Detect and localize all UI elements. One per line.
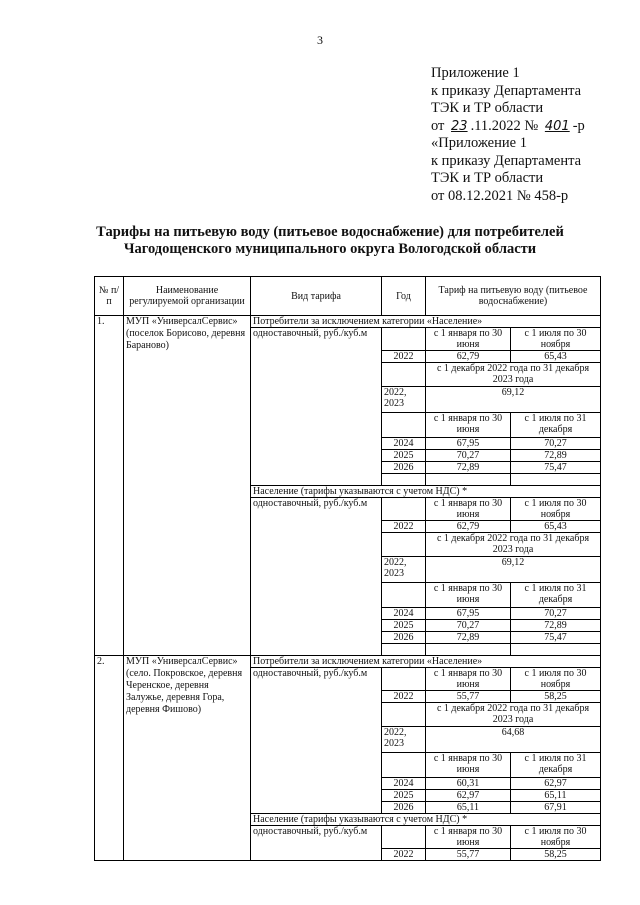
tariff-value: 70,27 <box>426 620 511 632</box>
header-mid: .11.2022 № <box>470 117 539 134</box>
org-number: 2. <box>95 656 124 861</box>
tariff-value: 72,89 <box>511 450 601 462</box>
year-cell: 2022, 2023 <box>382 557 426 583</box>
period-header: с 1 января по 30 июня <box>426 498 511 521</box>
period-header: с 1 июля по 30 ноября <box>511 498 601 521</box>
category-label: Потребители за исключением категории «Население» <box>251 656 601 668</box>
year-cell: 2022 <box>382 691 426 703</box>
year-cell <box>382 474 426 486</box>
period-header: с 1 июля по 31 декабря <box>511 753 601 778</box>
handwritten-order-number: 401 <box>544 118 570 134</box>
tariff-value: 70,27 <box>511 608 601 620</box>
year-cell: 2025 <box>382 620 426 632</box>
tariff-value: 58,25 <box>511 849 601 861</box>
empty-cell <box>426 644 511 656</box>
year-cell: 2022 <box>382 849 426 861</box>
period-header: с 1 января по 30 июня <box>426 328 511 351</box>
tariff-type: одноставочный, руб./куб.м <box>251 328 382 486</box>
year-cell: 2026 <box>382 462 426 474</box>
tariff-value: 75,47 <box>511 462 601 474</box>
table-header-row <box>95 277 601 316</box>
tariff-value: 62,97 <box>511 778 601 790</box>
year-cell <box>382 413 426 438</box>
year-cell <box>382 328 426 351</box>
year-cell <box>382 644 426 656</box>
org-name: МУП «УниверсалСервис» (село. Покровское, деревня Черенское, деревня Залужье, деревня Гора, деревня Фишово) <box>124 656 251 861</box>
year-cell <box>382 703 426 727</box>
col-header-year: Год <box>382 277 426 316</box>
tariff-type: одноставочный, руб./куб.м <box>251 668 382 814</box>
tariff-type: одноставочный, руб./куб.м <box>251 498 382 656</box>
tariff-value: 72,89 <box>426 462 511 474</box>
header-order-line <box>431 118 585 136</box>
period-header: с 1 января по 30 июня <box>426 583 511 608</box>
tariff-value: 60,31 <box>426 778 511 790</box>
year-cell <box>382 533 426 557</box>
period-header: с 1 января по 30 июня <box>426 826 511 849</box>
empty-cell <box>511 474 601 486</box>
tariff-value: 75,47 <box>511 632 601 644</box>
year-cell <box>382 583 426 608</box>
header-line: Приложение 1 <box>431 65 520 81</box>
org-name: МУП «УниверсалСервис» (поселок Борисово, деревня Бараново) <box>124 316 251 656</box>
tariff-value: 65,11 <box>511 790 601 802</box>
year-cell: 2024 <box>382 438 426 450</box>
tariff-value: 62,97 <box>426 790 511 802</box>
tariff-value: 64,68 <box>426 727 601 753</box>
page-number: 3 <box>317 33 323 47</box>
year-cell: 2022 <box>382 351 426 363</box>
period-header: с 1 июля по 30 ноября <box>511 826 601 849</box>
period-header-merged: с 1 декабря 2022 года по 31 декабря 2023 года <box>426 533 601 557</box>
empty-cell <box>511 644 601 656</box>
tariff-value: 70,27 <box>426 450 511 462</box>
tariff-value: 62,79 <box>426 351 511 363</box>
year-cell: 2022, 2023 <box>382 727 426 753</box>
tariff-value: 58,25 <box>511 691 601 703</box>
tariff-value: 67,95 <box>426 608 511 620</box>
col-header-tariff: Тариф на питьевую воду (питьевое водоснабжение) <box>426 277 601 316</box>
header-line: ТЭК и ТР области <box>431 100 544 116</box>
title-line: Чагодощенского муниципального округа Вологодской области <box>123 241 537 257</box>
tariff-value: 65,11 <box>426 802 511 814</box>
header-line: ТЭК и ТР области <box>431 170 544 186</box>
header-prefix: от <box>431 117 445 134</box>
header-line: «Приложение 1 <box>431 135 527 151</box>
year-cell <box>382 826 426 849</box>
empty-cell <box>426 474 511 486</box>
tariff-value: 72,89 <box>426 632 511 644</box>
title-line: Тарифы на питьевую воду (питьевое водоснабжение) для потребителей <box>96 224 564 240</box>
year-cell <box>382 668 426 691</box>
tariff-value: 69,12 <box>426 387 601 413</box>
col-header-type: Вид тарифа <box>251 277 382 316</box>
col-header-num: № п/п <box>95 277 124 316</box>
year-cell: 2024 <box>382 608 426 620</box>
table-row <box>95 656 601 668</box>
period-header: с 1 июля по 31 декабря <box>511 583 601 608</box>
tariff-table <box>94 276 601 861</box>
tariff-value: 55,77 <box>426 849 511 861</box>
tariff-type: одноставочный, руб./куб.м <box>251 826 382 861</box>
tariff-value: 72,89 <box>511 620 601 632</box>
category-label: Потребители за исключением категории «Население» <box>251 316 601 328</box>
period-header: с 1 января по 30 июня <box>426 413 511 438</box>
document-title <box>40 224 620 258</box>
handwritten-day: 23 <box>451 118 468 134</box>
header-suffix: -р <box>572 117 585 134</box>
category-label: Население (тарифы указываются с учетом НДС) * <box>251 814 601 826</box>
tariff-value: 67,95 <box>426 438 511 450</box>
header-line: к приказу Департамента <box>431 82 582 99</box>
year-cell: 2025 <box>382 790 426 802</box>
tariff-value: 67,91 <box>511 802 601 814</box>
col-header-org: Наименование регулируемой организации <box>124 277 251 316</box>
tariff-value: 62,79 <box>426 521 511 533</box>
year-cell: 2022 <box>382 521 426 533</box>
tariff-value: 69,12 <box>426 557 601 583</box>
year-cell <box>382 753 426 778</box>
year-cell: 2026 <box>382 802 426 814</box>
period-header-merged: с 1 декабря 2022 года по 31 декабря 2023 года <box>426 363 601 387</box>
year-cell: 2024 <box>382 778 426 790</box>
period-header-merged: с 1 декабря 2022 года по 31 декабря 2023 года <box>426 703 601 727</box>
tariff-value: 70,27 <box>511 438 601 450</box>
period-header: с 1 июля по 30 ноября <box>511 668 601 691</box>
header-line: к приказу Департамента <box>431 152 582 169</box>
header-line: от 08.12.2021 № 458-р <box>431 187 569 204</box>
org-number: 1. <box>95 316 124 656</box>
table-row <box>95 316 601 328</box>
year-cell: 2025 <box>382 450 426 462</box>
tariff-value: 65,43 <box>511 351 601 363</box>
tariff-value: 65,43 <box>511 521 601 533</box>
tariff-value: 55,77 <box>426 691 511 703</box>
period-header: с 1 января по 30 июня <box>426 668 511 691</box>
period-header: с 1 июля по 31 декабря <box>511 413 601 438</box>
year-cell <box>382 498 426 521</box>
appendix-header <box>431 65 585 205</box>
period-header: с 1 января по 30 июня <box>426 753 511 778</box>
category-label: Население (тарифы указываются с учетом НДС) * <box>251 486 601 498</box>
year-cell: 2026 <box>382 632 426 644</box>
period-header: с 1 июля по 30 ноября <box>511 328 601 351</box>
year-cell <box>382 363 426 387</box>
year-cell: 2022, 2023 <box>382 387 426 413</box>
